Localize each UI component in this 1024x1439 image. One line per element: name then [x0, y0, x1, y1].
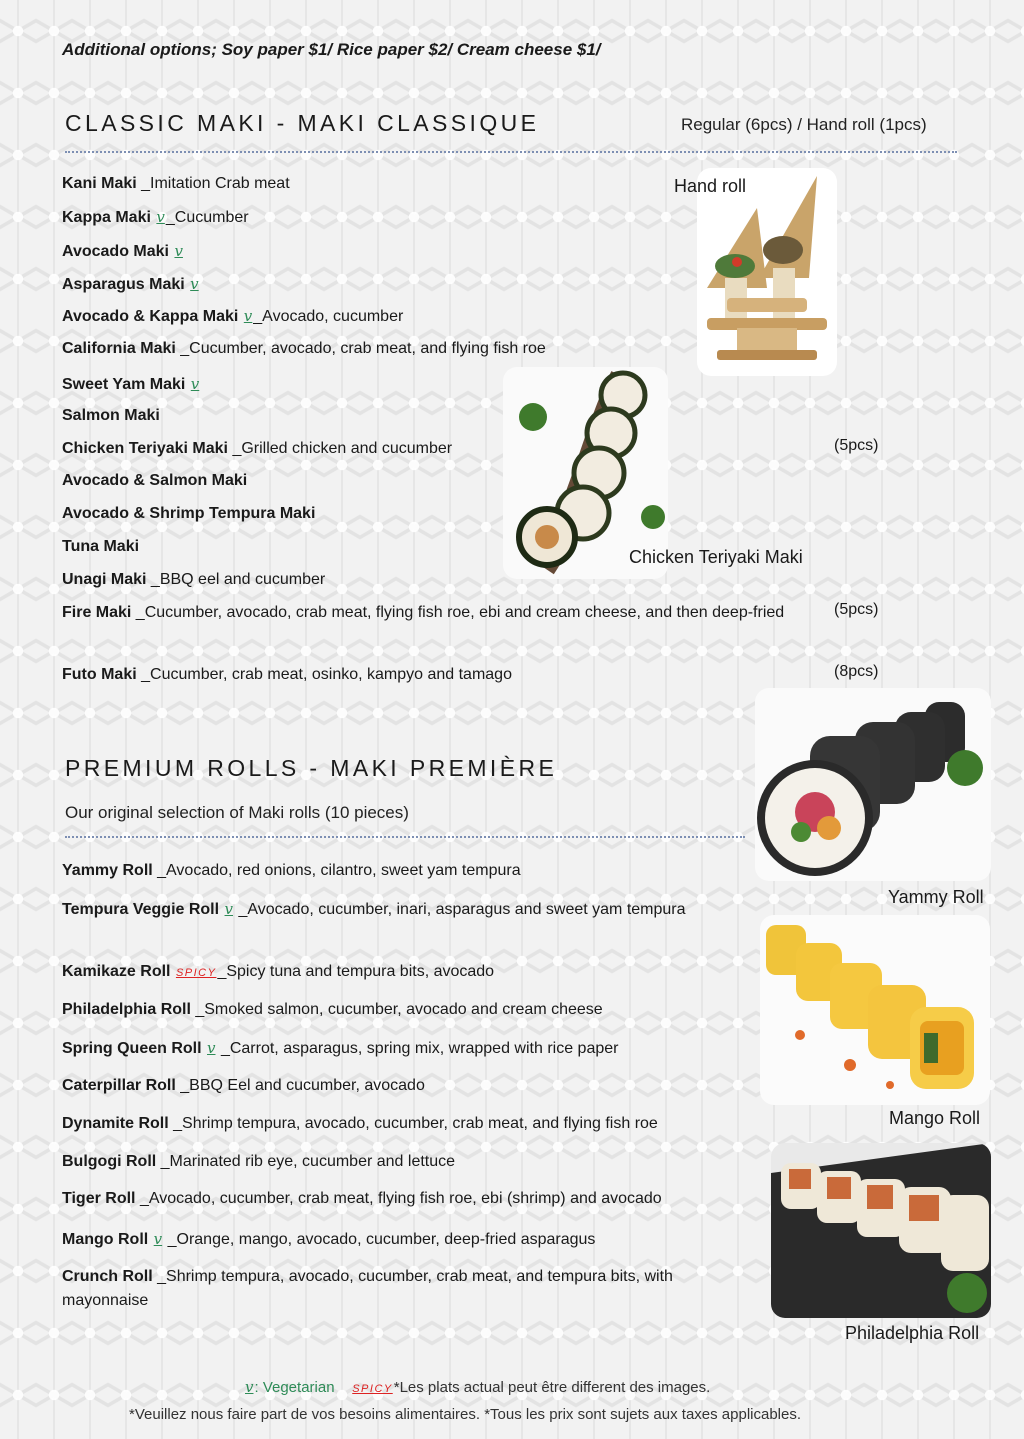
hand-roll-photo — [697, 168, 837, 376]
spicy-icon: SPICY — [175, 967, 217, 979]
vegetarian-icon: v — [156, 208, 165, 226]
mango-roll-photo — [760, 915, 990, 1105]
menu-item: Avocado & Kappa Maki v_Avocado, cucumber — [62, 307, 404, 325]
menu-item: Tuna Maki — [62, 538, 140, 555]
premium-divider — [65, 836, 745, 838]
menu-item: California Maki _Cucumber, avocado, crab meat, and flying fish roe — [62, 340, 546, 357]
vegetarian-legend: : Vegetarian — [254, 1379, 335, 1396]
classic-section-subtitle: Regular (6pcs) / Hand roll (1pcs) — [681, 115, 927, 134]
spicy-icon: SPICY — [352, 1383, 393, 1395]
menu-item: Fire Maki _Cucumber, avocado, crab meat, flying fish roe, ebi and cream cheese, and then deep-fried — [62, 604, 785, 621]
chicken-teriyaki-caption: Chicken Teriyaki Maki — [629, 547, 803, 567]
menu-item: Philadelphia Roll _Smoked salmon, cucumber, avocado and cream cheese — [62, 1001, 603, 1018]
vegetarian-icon: v — [243, 307, 253, 325]
footer-notes: *Veuillez nous faire part de vos besoins alimentaires. *Tous les prix sont sujets aux taxes applicables. — [129, 1406, 802, 1423]
piece-count: (5pcs) — [834, 437, 879, 454]
menu-item: Tiger Roll _Avocado, cucumber, crab meat, flying fish roe, ebi (shrimp) and avocado — [62, 1190, 662, 1207]
vegetarian-icon: v — [190, 375, 200, 393]
classic-section-title: CLASSIC MAKI - MAKI CLASSIQUE — [65, 110, 540, 136]
premium-section-title: PREMIUM ROLLS - MAKI PREMIÈRE — [65, 755, 558, 781]
vegetarian-icon: v — [174, 242, 183, 260]
menu-item: Chicken Teriyaki Maki _Grilled chicken and cucumber — [62, 440, 453, 457]
menu-item: Asparagus Maki v — [62, 275, 199, 293]
menu-item: Kappa Maki v_Cucumber — [62, 208, 249, 226]
menu-item: Yammy Roll _Avocado, red onions, cilantro, sweet yam tempura — [62, 862, 521, 879]
vegetarian-icon: v — [207, 1039, 216, 1057]
mango-roll-caption: Mango Roll — [889, 1108, 981, 1128]
menu-item: Avocado Maki v — [62, 242, 183, 260]
additional-options: Additional options; Soy paper $1/ Rice paper $2/ Cream cheese $1/ — [62, 40, 601, 59]
vegetarian-icon: v — [224, 900, 234, 918]
menu-item: Bulgogi Roll _Marinated rib eye, cucumber and lettuce — [62, 1153, 456, 1170]
yammy-roll-photo — [755, 688, 991, 881]
classic-divider — [65, 151, 957, 153]
philadelphia-roll-photo — [771, 1143, 991, 1318]
menu-item: Futo Maki _Cucumber, crab meat, osinko, kampyo and tamago — [62, 666, 512, 683]
vegetarian-icon: v — [190, 275, 199, 293]
menu-item: Sweet Yam Maki v — [62, 375, 200, 393]
image-disclaimer: *Les plats actual peut être different des images. — [393, 1379, 711, 1396]
vegetarian-icon: v — [153, 1230, 163, 1248]
menu-item: Avocado & Salmon Maki — [62, 472, 248, 489]
menu-item: Avocado & Shrimp Tempura Maki — [62, 505, 316, 522]
vegetarian-icon: v — [245, 1378, 254, 1396]
philadelphia-roll-caption: Philadelphia Roll — [845, 1323, 980, 1343]
menu-item: Dynamite Roll _Shrimp tempura, avocado, cucumber, crab meat, and flying fish roe — [62, 1115, 658, 1132]
menu-item: Crunch Roll _Shrimp tempura, avocado, cucumber, crab meat, and tempura bits, with mayonnaise — [62, 1268, 673, 1309]
menu-item: Kani Maki _Imitation Crab meat — [62, 175, 290, 192]
menu-item: Salmon Maki — [62, 407, 160, 424]
menu-item: Mango Roll v _Orange, mango, avocado, cucumber, deep-fried asparagus — [62, 1230, 596, 1248]
menu-item: Spring Queen Roll v _Carrot, asparagus, spring mix, wrapped with rice paper — [62, 1039, 619, 1057]
menu-item: Kamikaze Roll SPICY_Spicy tuna and tempura bits, avocado — [62, 963, 495, 980]
yammy-roll-caption: Yammy Roll — [888, 887, 984, 907]
piece-count: (8pcs) — [834, 663, 879, 680]
hand-roll-caption: Hand roll — [674, 176, 747, 196]
footer-legend — [244, 1378, 804, 1396]
menu-item: Caterpillar Roll _BBQ Eel and cucumber, avocado — [62, 1077, 425, 1094]
menu-item: Tempura Veggie Roll v _Avocado, cucumber, inari, asparagus and sweet yam tempura — [62, 900, 686, 918]
premium-section-subtitle: Our original selection of Maki rolls (10 pieces) — [65, 803, 409, 822]
menu-item: Unagi Maki _BBQ eel and cucumber — [62, 571, 326, 588]
piece-count: (5pcs) — [834, 601, 879, 618]
